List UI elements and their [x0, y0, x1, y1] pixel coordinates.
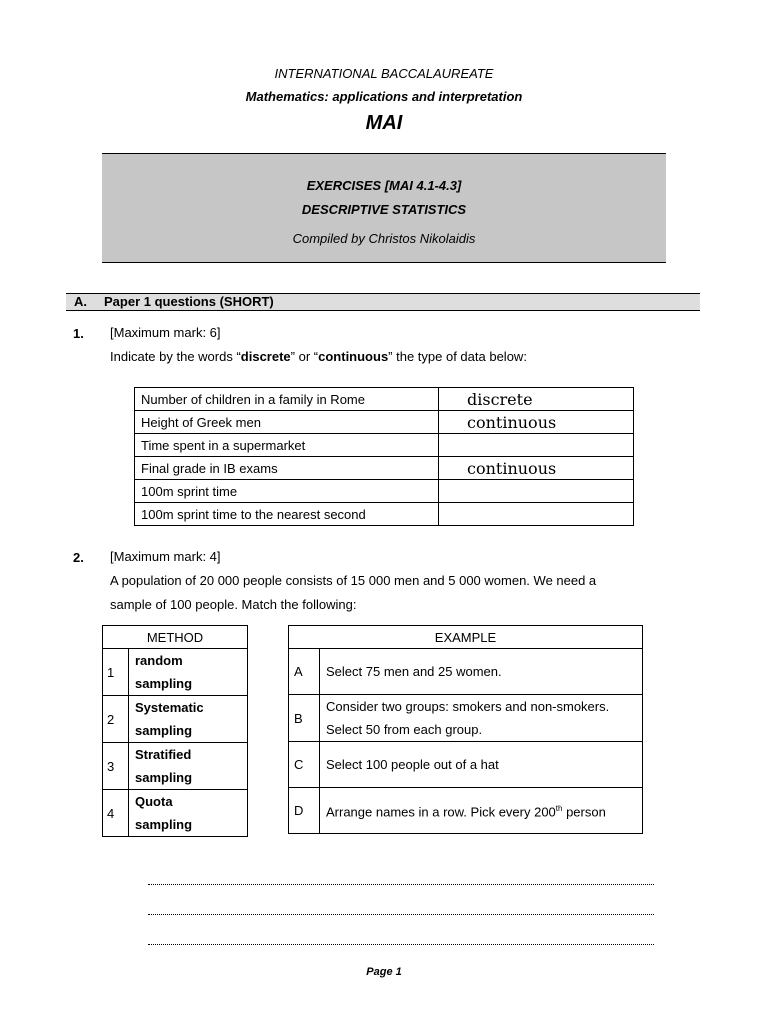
- example-description: [320, 742, 643, 788]
- question-1-body: [110, 321, 670, 369]
- title-box: [102, 153, 666, 263]
- title-exercises: EXERCISES [MAI 4.1-4.3]: [306, 178, 462, 193]
- example-line: [326, 797, 636, 823]
- data-item: 100m sprint time to the nearest second: [135, 503, 439, 526]
- method-name-line: sampling: [135, 676, 193, 691]
- table-row: [135, 480, 634, 503]
- data-item: 100m sprint time: [135, 480, 439, 503]
- answer-cell[interactable]: [439, 480, 634, 503]
- question-2-body: [110, 545, 670, 617]
- method-name-line: Systematic: [135, 700, 204, 715]
- answer-line[interactable]: [148, 943, 654, 945]
- example-description: [320, 649, 643, 695]
- table-row: [103, 790, 248, 837]
- data-item: Time spent in a supermarket: [135, 434, 439, 457]
- header-course: Mathematics: applications and interpretation: [245, 89, 523, 104]
- table-row: [135, 388, 634, 411]
- method-number: 2: [103, 696, 129, 743]
- table-header-row: [289, 626, 643, 649]
- instruction-text: ” or “: [290, 349, 319, 364]
- answer-line[interactable]: [148, 913, 654, 915]
- example-description: [320, 788, 643, 834]
- section-title: Paper 1 questions (SHORT): [104, 294, 274, 309]
- method-name-line: sampling: [135, 723, 193, 738]
- instruction-text: Indicate by the words “: [110, 349, 241, 364]
- method-name: [129, 790, 248, 837]
- table-row: [135, 457, 634, 480]
- table-row: [135, 434, 634, 457]
- table-row: [289, 742, 643, 788]
- question-2-text-line2: sample of 100 people. Match the following:: [110, 597, 357, 612]
- example-text: person: [562, 804, 606, 820]
- example-table: [288, 625, 643, 834]
- answer-cell[interactable]: continuous: [439, 411, 634, 434]
- data-type-table: [134, 387, 634, 526]
- table-row: [135, 411, 634, 434]
- method-name: [129, 743, 248, 790]
- answer-cell[interactable]: discrete: [439, 388, 634, 411]
- question-1-number: 1.: [73, 326, 84, 341]
- table-row: [135, 503, 634, 526]
- method-name-line: sampling: [135, 817, 193, 832]
- question-2-number: 2.: [73, 550, 84, 565]
- answer-cell[interactable]: [439, 434, 634, 457]
- ordinal-suffix: th: [555, 804, 563, 814]
- method-name-line: Stratified: [135, 747, 192, 762]
- method-name-line: Quota: [135, 794, 173, 809]
- method-name-line: random: [135, 653, 183, 668]
- method-number: 1: [103, 649, 129, 696]
- header-code: MAI: [365, 112, 403, 134]
- table-row: [289, 788, 643, 834]
- example-description: [320, 695, 643, 742]
- example-header: EXAMPLE: [289, 626, 643, 649]
- header-organization: INTERNATIONAL BACCALAUREATE: [274, 66, 494, 81]
- section-heading: [66, 293, 700, 311]
- question-1-marks: [Maximum mark: 6]: [110, 325, 221, 340]
- method-name: [129, 649, 248, 696]
- example-line: Consider two groups: smokers and non-smokers.: [326, 699, 610, 714]
- data-item: Height of Greek men: [135, 411, 439, 434]
- example-line: Select 75 men and 25 women.: [326, 664, 502, 679]
- data-item: Number of children in a family in Rome: [135, 388, 439, 411]
- section-label: A.: [74, 294, 87, 309]
- table-header-row: [103, 626, 248, 649]
- example-line: Select 50 from each group.: [326, 722, 483, 737]
- page-number: Page 1: [366, 966, 402, 978]
- question-2-marks: [Maximum mark: 4]: [110, 549, 221, 564]
- answer-cell[interactable]: [439, 503, 634, 526]
- table-row: [103, 649, 248, 696]
- question-1-instruction: [110, 345, 670, 369]
- method-number: 3: [103, 743, 129, 790]
- method-name-line: sampling: [135, 770, 193, 785]
- example-letter: B: [289, 695, 320, 742]
- example-letter: D: [289, 788, 320, 834]
- keyword-discrete: discrete: [240, 349, 291, 364]
- question-2-text-line1: A population of 20 000 people consists of 15 000 men and 5 000 women. We need a: [110, 573, 597, 588]
- instruction-text: ” the type of data below:: [388, 349, 527, 364]
- table-row: [103, 743, 248, 790]
- data-item: Final grade in IB exams: [135, 457, 439, 480]
- example-text: Arrange names in a row. Pick every 200: [326, 804, 556, 820]
- method-header: METHOD: [103, 626, 248, 649]
- answer-cell[interactable]: continuous: [439, 457, 634, 480]
- table-row: [103, 696, 248, 743]
- method-number: 4: [103, 790, 129, 837]
- keyword-continuous: continuous: [318, 349, 389, 364]
- table-row: [289, 695, 643, 742]
- example-line: Select 100 people out of a hat: [326, 757, 499, 772]
- example-letter: A: [289, 649, 320, 695]
- method-name: [129, 696, 248, 743]
- answer-line[interactable]: [148, 883, 654, 885]
- method-table: [102, 625, 248, 837]
- example-letter: C: [289, 742, 320, 788]
- table-row: [289, 649, 643, 695]
- title-topic: DESCRIPTIVE STATISTICS: [301, 202, 467, 217]
- title-author: Compiled by Christos Nikolaidis: [292, 231, 476, 246]
